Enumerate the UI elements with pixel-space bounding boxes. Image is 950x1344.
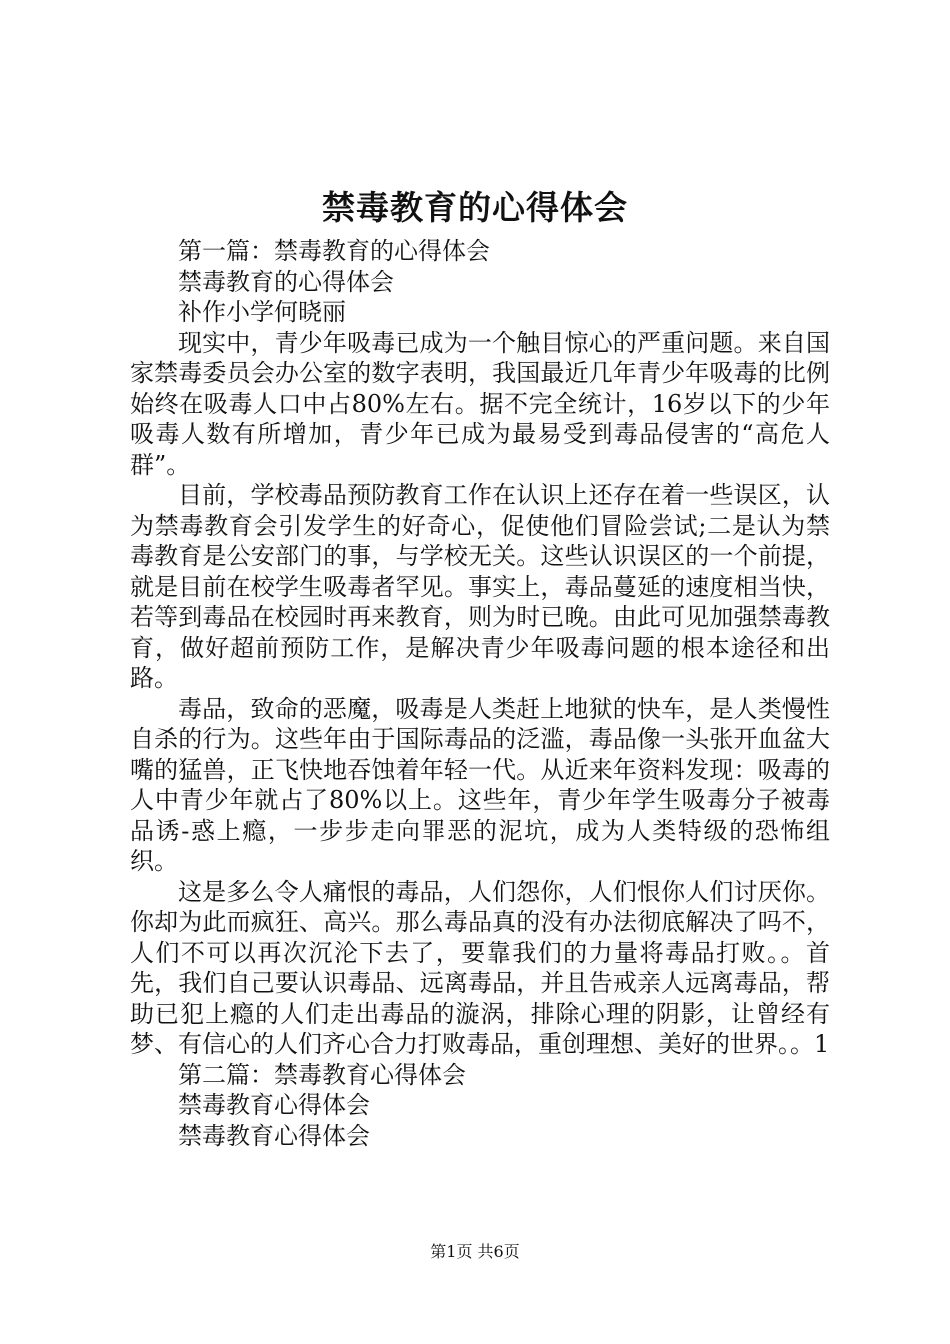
- paragraph-body: 这是多么令人痛恨的毒品，人们怨你，人们恨你人们讨厌你。你却为此而疯狂、高兴。那么毒品真的没有办法彻底解决了吗不，人们不可以再次沉沦下去了，要靠我们的力量将毒品打败。。首先，我们自己要认识毒品、远离毒品，并且告戒亲人远离毒品，帮助已犯上瘾的人们走出毒品的漩涡，排除心理的阴影，让曾经有梦、有信心的人们齐心合力打败毒品，重创理想、美好的世界。。1: [130, 877, 830, 1058]
- document-title: 禁毒教育的心得体会: [322, 188, 628, 227]
- paragraph-subtitle: 禁毒教育的心得体会: [178, 267, 394, 296]
- paragraph-section-1-heading: 第一篇：禁毒教育的心得体会: [178, 237, 490, 265]
- paragraph-subtitle: 禁毒教育心得体会: [178, 1121, 370, 1150]
- paragraph-subtitle: 禁毒教育心得体会: [178, 1091, 370, 1119]
- document-body: [130, 236, 830, 1151]
- paragraph-section-2-heading: 第二篇：禁毒教育心得体会: [178, 1060, 466, 1089]
- paragraph-body: 现实中，青少年吸毒已成为一个触目惊心的严重问题。来自国家禁毒委员会办公室的数字表明，我国最近几年青少年吸毒的比例始终在吸毒人口中占80%左右。据不完全统计，16岁以下的少年吸毒人数有所增加，青少年已成为最易受到毒品侵害的“高危人群”。: [130, 328, 830, 479]
- paragraph-body: 毒品，致命的恶魔，吸毒是人类赶上地狱的快车，是人类慢性自杀的行为。这些年由于国际毒品的泛滥，毒品像一头张开血盆大嘴的猛兽，正飞快地吞蚀着年轻一代。从近来年资料发现：吸毒的人中青少年就占了80%以上。这些年，青少年学生吸毒分子被毒品诱-惑上瘾，一步步走向罪恶的泥坑，成为人类特级的恐怖组织。: [130, 694, 830, 875]
- paragraph-body: 目前，学校毒品预防教育工作在认识上还存在着一些误区，认为禁毒教育会引发学生的好奇心，促使他们冒险尝试;二是认为禁毒教育是公安部门的事，与学校无关。这些认识误区的一个前提，就是目前在校学生吸毒者罕见。事实上，毒品蔓延的速度相当快，若等到毒品在校园时再来教育，则为时已晚。由此可见加强禁毒教育，做好超前预防工作，是解决青少年吸毒问题的根本途径和出路。: [130, 481, 830, 692]
- page-number-footer: 第1页 共6页: [430, 1242, 520, 1261]
- paragraph-author: 补作小学何晓丽: [178, 298, 346, 326]
